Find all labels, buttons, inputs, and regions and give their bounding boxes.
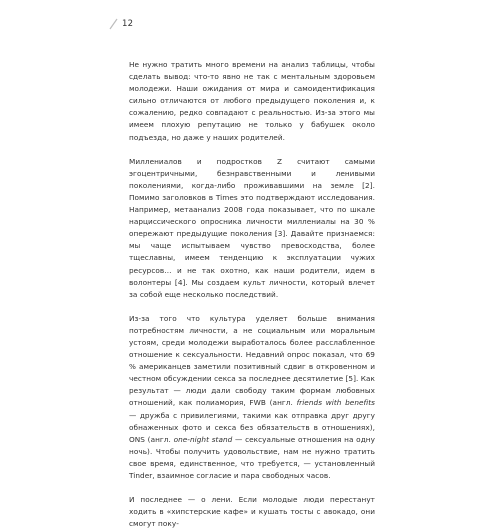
paragraph-3-italic-term-1: friends with benefits <box>296 398 376 408</box>
paragraph-1: Не нужно тратить много времени на анализ таблицы, чтобы сделать вывод: что-то явно не так с ментальным здоровьем молодежи. Наши ожидания от мира и самоидентификация сильно отличаются от любого предыдущего поколения и, к сожалению, редко совпадают с реальностью. Из-за этого мы имеем плохую репутацию не только у бабушек около подъезда, но даже у наших родителей. <box>129 60 375 142</box>
paragraph-3 <box>129 313 375 482</box>
paragraph-3-part-1: Из-за того что культура уделяет больше внимания потребностям личности, а не социальным или моральным устоям, среди молодежи выработалось более расслабленное отношение к сексуальности. Недавний опрос показал, что 69 % американцев заметили позитивный сдвиг в откровенном и честном обсуждении секса за последнее десятилетие [5]. Как результат — люди дали свободу таким формам любовных отношений, как полиамория, FWB (англ. <box>129 313 375 408</box>
body-text <box>129 59 375 530</box>
page-header <box>108 18 133 30</box>
paragraph-3-part-3: — сексуальные отношения на одну ночь). Чтобы получить удовольствие, нам не нужно тратить свое время, единственное, что требуется, — установленный Tinder, взаимное согласие и пара свободных часов. <box>129 434 375 480</box>
paragraph-3-italic-term-2: one-night stand <box>173 434 233 444</box>
paragraph-4: И последнее — о лени. Если молодые люди перестанут ходить в «хипстерские кафе» и кушать тосты с авокадо, они смогут поку- <box>129 495 375 529</box>
page-number: 12 <box>122 19 134 29</box>
paragraph-2: Миллениалов и подростков Z считают самыми эгоцентричными, безнравственными и ленивыми поколениями, когда-либо проживавшими на земле [2]. Помимо заголовков в Times это подтверждают исследования. Например, метаанализ 2008 года показывает, что по шкале нарциссического опросника личности миллениалы на 30 % опережают предыдущие поколения [3]. Давайте признаемся: мы чаще испытываем чувство превосходства, более тщеславны, имеем тенденцию к эксплуатации чужих ресурсов… и не так охотно, как наши родители, идем в волонтеры [4]. Мы создаем культ личности, который влечет за собой еще несколько последствий. <box>129 156 375 299</box>
paragraph-3-part-2: — дружба с привилегиями, такими как отправка друг другу обнаженных фото и секса без обязательств в отношениях), ONS (англ. <box>129 410 375 444</box>
slash-decoration-icon <box>108 18 120 30</box>
